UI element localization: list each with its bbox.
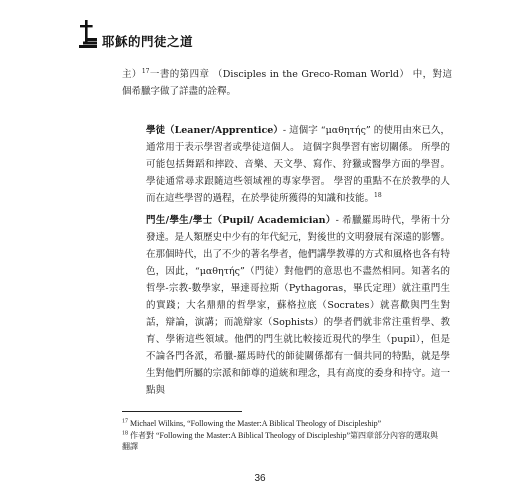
- footnote: $^{17}$ Michael Wilkins, “Following the Master:A Biblical Theology of Discipleship”: [122, 418, 382, 428]
- entry-text: - 希臘羅馬時代，學術十分發達。是人類歷史中少有的年代紀元，對後世的文明發展有深遠的影響。在那個時代，出了不少的著名學者，他們講學教導的方式和風格也各有特色，因此，“μαθητής”（門徒）對他們的意思也不盡然相同。知著名的哲學-宗教-數學家，畢達哥拉斯（Pythagoras，畢氏定理）就注重門生的實踐；大名鼎鼎的哲學家，蘇格拉底（Socrates）就喜歡與門生對話，辯論，演講；而詭辯家（Sophists）的學者們就非常注重哲學、教育、學術這些領域。他們的門生就比較接近現代的學生（pupil），但是不論各門各派，希臘-羅馬時代的師徒關係都有一個共同的特點，就是學生對他們所屬的宗派和師尊的道統和理念，具有高度的委身和持守。這一點與: [146, 215, 451, 396]
- page-number: 36: [254, 473, 266, 484]
- intro-text: 一書的第四章 （Disciples in the Greco-Roman World） 中，對這個希臘字做了詳盡的詮釋。: [122, 69, 452, 97]
- entry-text: - 這個字 “μαθητής” 的使用由來已久，通常用于表示學習者或學徒這個人。 這個字與學習有密切關係。 所學的可能包括舞蹈和摔跤、音樂、天文學、寫作、狩獵或醫學方面的學習。 學徒通常尋求跟隨這些領域裡的專家學習。 學習的重點不在於教學的人而在這些學習的過程，在於學徒所獲得的知識和技能。: [146, 125, 450, 204]
- entry-term: 門生/學生/學士（Pupil/ Academician）: [146, 215, 336, 226]
- footnote-ref-17: 17: [141, 67, 150, 75]
- running-header: [76, 20, 276, 50]
- cross-stairs-icon: [76, 20, 100, 50]
- entry-pupil: [146, 212, 450, 399]
- entry-apprentice: [146, 122, 450, 207]
- footnotes: [122, 418, 442, 453]
- footnote: $^{18}$ 作者對 “Following the Master:A Biblical Theology of Discipleship”第四章部分內容的選取與翻譯: [122, 429, 439, 451]
- header-title: 耶穌的門徒之道: [102, 34, 194, 49]
- intro-prefix: 主）: [122, 69, 142, 80]
- footnote-divider: [122, 411, 242, 412]
- entry-term: 學徒（Leaner/Apprentice）: [146, 125, 283, 136]
- intro-paragraph: [122, 66, 452, 100]
- footnote-ref-18: 18: [374, 191, 382, 199]
